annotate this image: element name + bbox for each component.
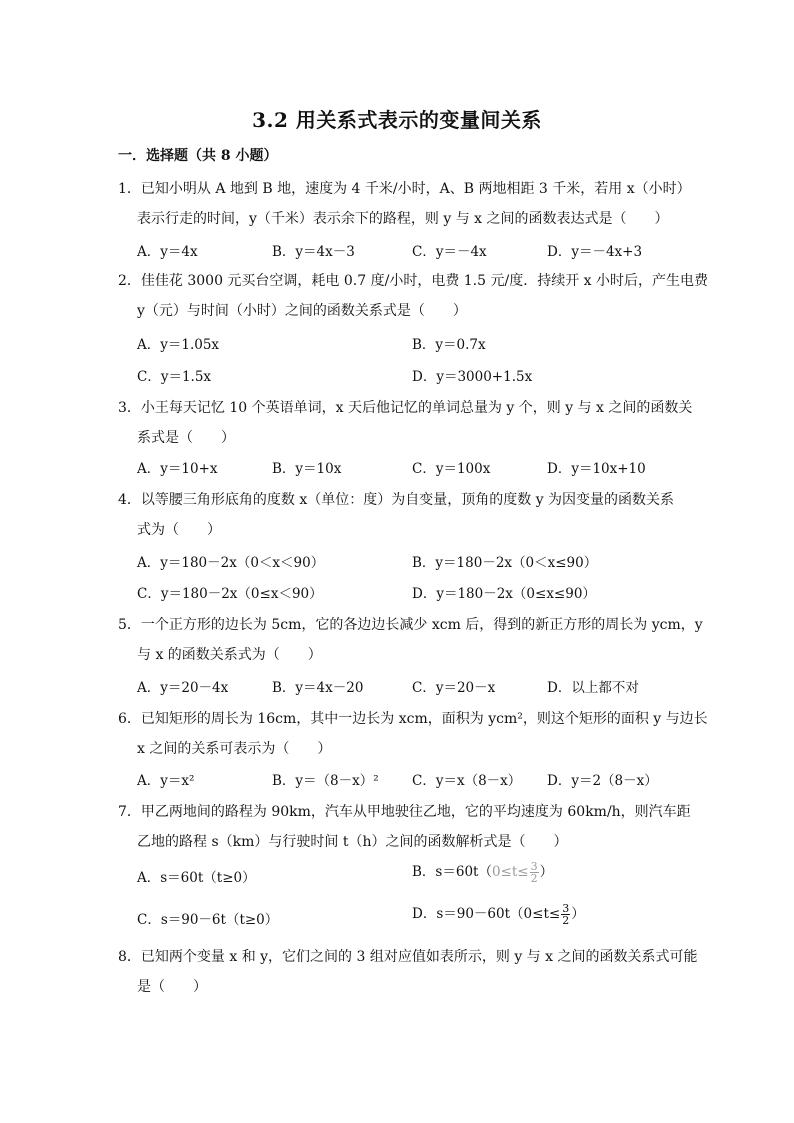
question-4-option-a: A．y＝180－2x（0＜x＜90） — [137, 555, 325, 571]
question-3-option-b: B．y＝10x — [272, 461, 342, 477]
question-3-option-d: D．y＝10x+10 — [547, 461, 646, 477]
question-4-option-d: D．y＝180－2x（0≤x≤90） — [412, 586, 596, 602]
question-2-option-d: D．y＝3000+1.5x — [412, 369, 533, 385]
section-heading: 一．选择题（共 8 小题） — [118, 148, 278, 164]
question-3-line-1: 3．小王每天记忆 10 个英语单词，x 天后他记忆的单词总量为 y 个，则 y 与 x 之间的函数关 — [118, 400, 693, 416]
question-4-option-c: C．y＝180－2x（0≤x＜90） — [137, 586, 323, 602]
range-text: 0≤t≤ — [491, 864, 529, 880]
closing-paren: ） — [571, 906, 585, 922]
page-title: 3.2 用关系式表示的变量间关系 — [252, 108, 542, 132]
question-1-line-1: 1．已知小明从 A 地到 B 地，速度为 4 千米/小时，A、B 两地相距 3 千米，若用 x（小时） — [118, 181, 691, 197]
question-1-option-d: D．y＝－4x+3 — [547, 244, 643, 260]
question-5-option-c: C．y＝20－x — [412, 680, 496, 696]
fraction-numerator: 3 — [562, 902, 570, 915]
question-6-option-d: D．y＝2（8－x） — [547, 773, 658, 789]
question-4-option-b: B．y＝180－2x（0＜x≤90） — [412, 555, 598, 571]
question-1-option-c: C．y＝－4x — [412, 244, 487, 260]
question-7-option-b-range — [491, 860, 540, 885]
fraction-denominator: 2 — [530, 872, 538, 885]
question-7-option-d-range — [523, 902, 572, 927]
question-6-option-b: B．y＝（8－x）² — [272, 773, 379, 789]
question-3-option-a: A．y＝10+x — [137, 461, 218, 477]
fraction — [561, 903, 570, 926]
fraction — [530, 861, 539, 884]
question-4-line-1: 4．以等腰三角形底角的度数 x（单位：度）为自变量，顶角的度数 y 为因变量的函数关系 — [118, 492, 675, 508]
question-2-option-c: C．y＝1.5x — [137, 369, 212, 385]
question-1-option-b: B．y＝4x－3 — [272, 244, 355, 260]
question-2-option-a: A．y＝1.05x — [137, 337, 220, 353]
question-1-line-2: 表示行走的时间，y（千米）表示余下的路程，则 y 与 x 之间的函数表达式是（ ） — [137, 211, 669, 227]
question-7-option-a: A．s＝60t（t≥0） — [137, 870, 256, 886]
question-2-line-1: 2．佳佳花 3000 元买台空调，耗电 0.7 度/小时，电费 1.5 元/度．持续开 x 小时后，产生电费 — [118, 273, 708, 289]
question-7-line-2: 乙地的路程 s（km）与行驶时间 t（h）之间的函数解析式是（ ） — [137, 834, 568, 850]
question-8-line-1: 8．已知两个变量 x 和 y，它们之间的 3 组对应值如表所示，则 y 与 x 之间的函数关系式可能 — [118, 949, 698, 965]
question-4-line-2: 式为（ ） — [137, 522, 221, 538]
question-8-line-2: 是（ ） — [137, 979, 207, 995]
question-6-line-2: x 之间的关系可表示为（ ） — [137, 741, 332, 757]
question-3-option-c: C．y＝100x — [412, 461, 491, 477]
question-6-option-a: A．y＝x² — [137, 773, 195, 789]
question-3-line-2: 系式是（ ） — [137, 430, 235, 446]
question-5-line-1: 5．一个正方形的边长为 5cm，它的各边边长减少 xcm 后，得到的新正方形的周长为 ycm，y — [118, 617, 703, 633]
question-6-option-c: C．y＝x（8－x） — [412, 773, 522, 789]
fraction-numerator: 3 — [530, 860, 538, 873]
question-1-option-a: A．y＝4x — [137, 244, 198, 260]
fraction-denominator: 2 — [562, 914, 570, 927]
question-2-option-b: B．y＝0.7x — [412, 337, 486, 353]
question-5-line-2: 与 x 的函数关系式为（ ） — [137, 647, 322, 663]
question-7-option-c: C．s＝90－6t（t≥0） — [137, 912, 279, 928]
question-5-option-d: D．以上都不对 — [547, 680, 639, 696]
question-7-line-1: 7．甲乙两地间的路程为 90km，汽车从甲地驶往乙地，它的平均速度为 60km/h，则汽车距 — [118, 804, 691, 820]
range-text: 0≤t≤ — [523, 906, 561, 922]
closing-paren: ） — [539, 864, 554, 880]
question-7-option-d-text: D．s＝90－60t（ — [412, 906, 524, 922]
question-5-option-b: B．y＝4x－20 — [272, 680, 364, 696]
question-7-option-d — [412, 902, 585, 926]
question-7-option-b — [412, 860, 553, 884]
question-2-line-2: y（元）与时间（小时）之间的函数关系式是（ ） — [137, 303, 467, 319]
question-5-option-a: A．y＝20－4x — [137, 680, 229, 696]
question-6-line-1: 6．已知矩形的周长为 16cm，其中一边长为 xcm，面积为 ycm²，则这个矩形的面积 y 与边长 — [118, 711, 708, 727]
question-7-option-b-text: B．s＝60t（ — [412, 864, 492, 880]
